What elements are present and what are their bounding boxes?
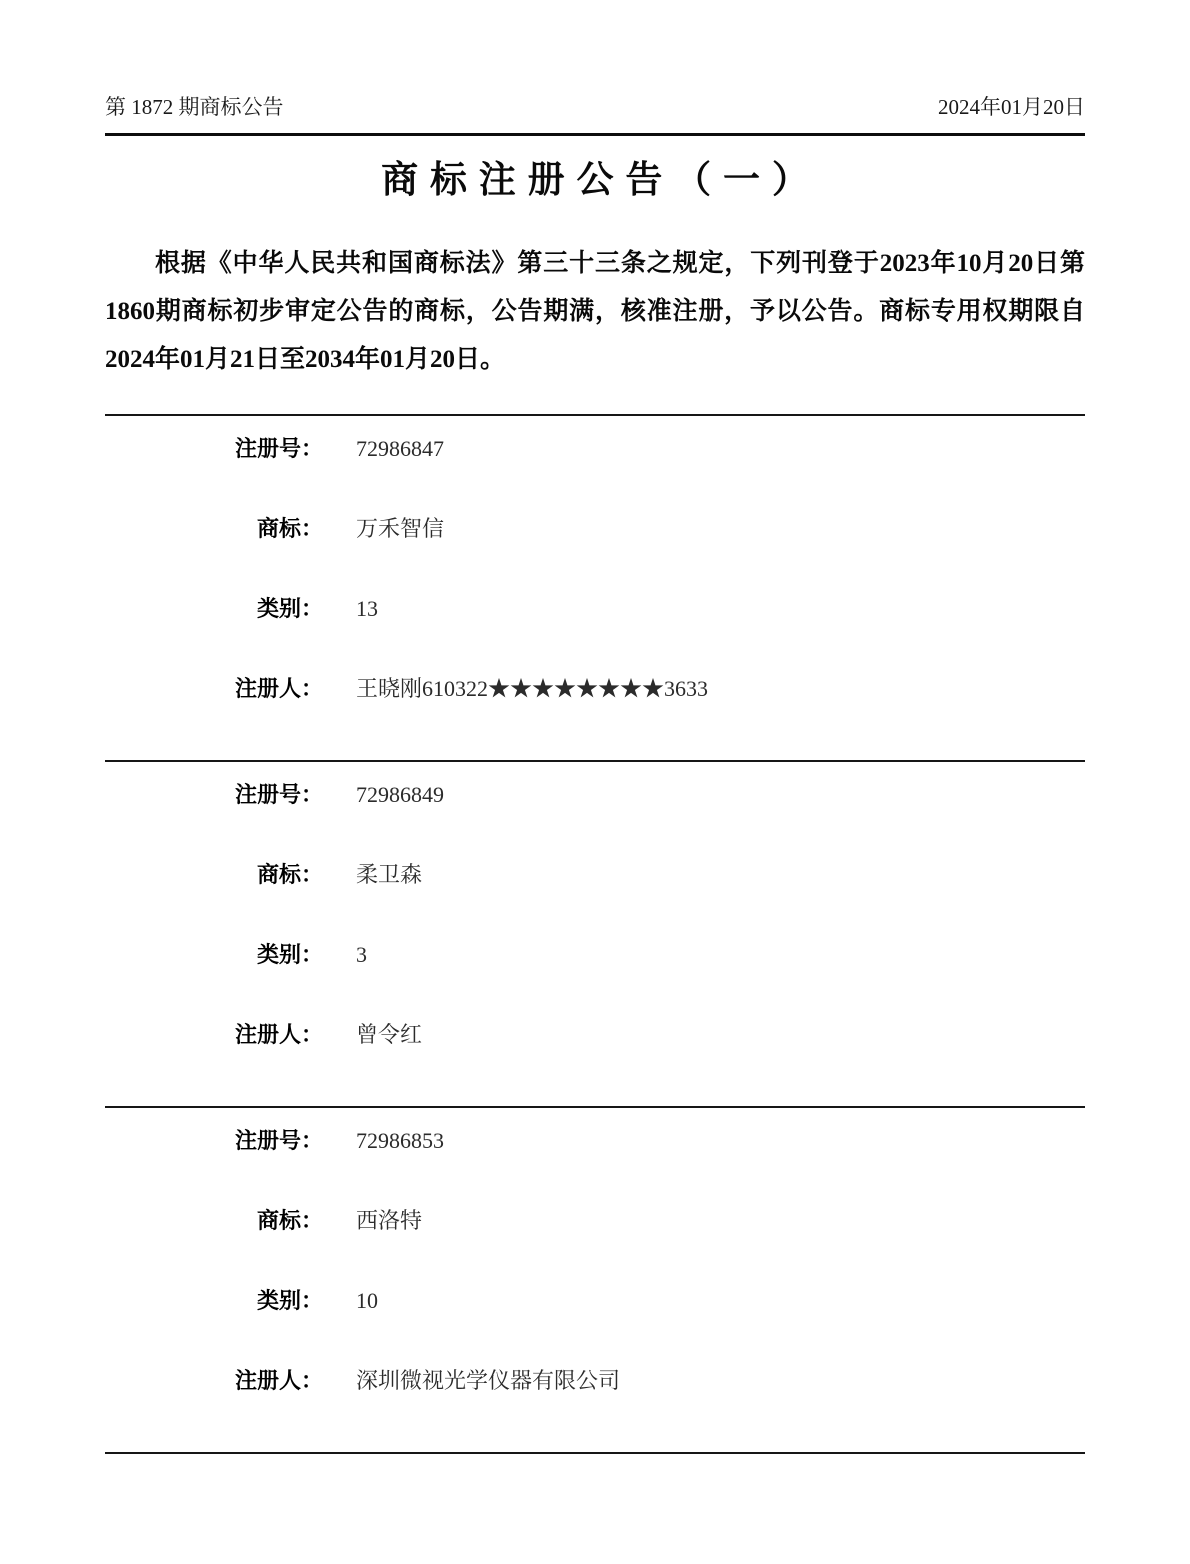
registrant-label: 注册人：	[234, 1368, 323, 1393]
registrant-row	[105, 1020, 1085, 1050]
reg-no-row	[105, 434, 1085, 464]
trademark-label: 商标：	[256, 862, 323, 887]
class-label: 类别：	[256, 1288, 323, 1313]
reg-no-row	[105, 780, 1085, 810]
trademark-record-2	[105, 760, 1085, 1106]
registrant-value: 曾令红	[356, 1022, 423, 1047]
page-header	[105, 0, 1085, 120]
trademark-row	[105, 514, 1085, 544]
registrant-row	[105, 1366, 1085, 1396]
trademark-record-1	[105, 414, 1085, 760]
class-row	[105, 1286, 1085, 1316]
class-label: 类别：	[256, 942, 323, 967]
trademark-label: 商标：	[256, 1208, 323, 1233]
registrant-value: 深圳微视光学仪器有限公司	[356, 1368, 621, 1393]
header-date-label: 2024年01月20日	[938, 95, 1085, 119]
registrant-label: 注册人：	[234, 1022, 323, 1047]
reg-no-value: 72986847	[356, 436, 444, 461]
class-row	[105, 940, 1085, 970]
class-value: 3	[356, 942, 367, 967]
page-title: 商标注册公告（一）	[381, 160, 821, 201]
reg-no-label: 注册号：	[234, 436, 323, 461]
reg-no-row	[105, 1126, 1085, 1156]
trademark-row	[105, 1206, 1085, 1236]
records-list	[105, 414, 1085, 1452]
trademark-record-3	[105, 1106, 1085, 1452]
reg-no-value: 72986849	[356, 782, 444, 807]
trademark-label: 商标：	[256, 516, 323, 541]
trademark-value: 柔卫森	[356, 862, 423, 887]
trademark-row	[105, 860, 1085, 890]
trademark-value: 西洛特	[356, 1208, 423, 1233]
registrant-row	[105, 674, 1085, 704]
header-divider	[105, 133, 1085, 136]
reg-no-label: 注册号：	[234, 1128, 323, 1153]
registrant-value: 王晓刚610322★★★★★★★★3633	[356, 676, 709, 701]
reg-no-value: 72986853	[356, 1128, 444, 1153]
trademark-value: 万禾智信	[356, 516, 445, 541]
class-value: 10	[356, 1288, 378, 1313]
class-label: 类别：	[256, 596, 323, 621]
registrant-label: 注册人：	[234, 676, 323, 701]
bottom-divider	[105, 1452, 1085, 1454]
reg-no-label: 注册号：	[234, 782, 323, 807]
intro-paragraph: 根据《中华人民共和国商标法》第三十三条之规定，下列刊登于2023年10月20日第1860期商标初步审定公告的商标，公告期满，核准注册，予以公告。商标专用权期限自2024年01月21日至2034年01月20日。	[105, 250, 1085, 373]
header-issue-label: 第 1872 期商标公告	[105, 95, 284, 119]
class-row	[105, 594, 1085, 624]
class-value: 13	[356, 596, 378, 621]
